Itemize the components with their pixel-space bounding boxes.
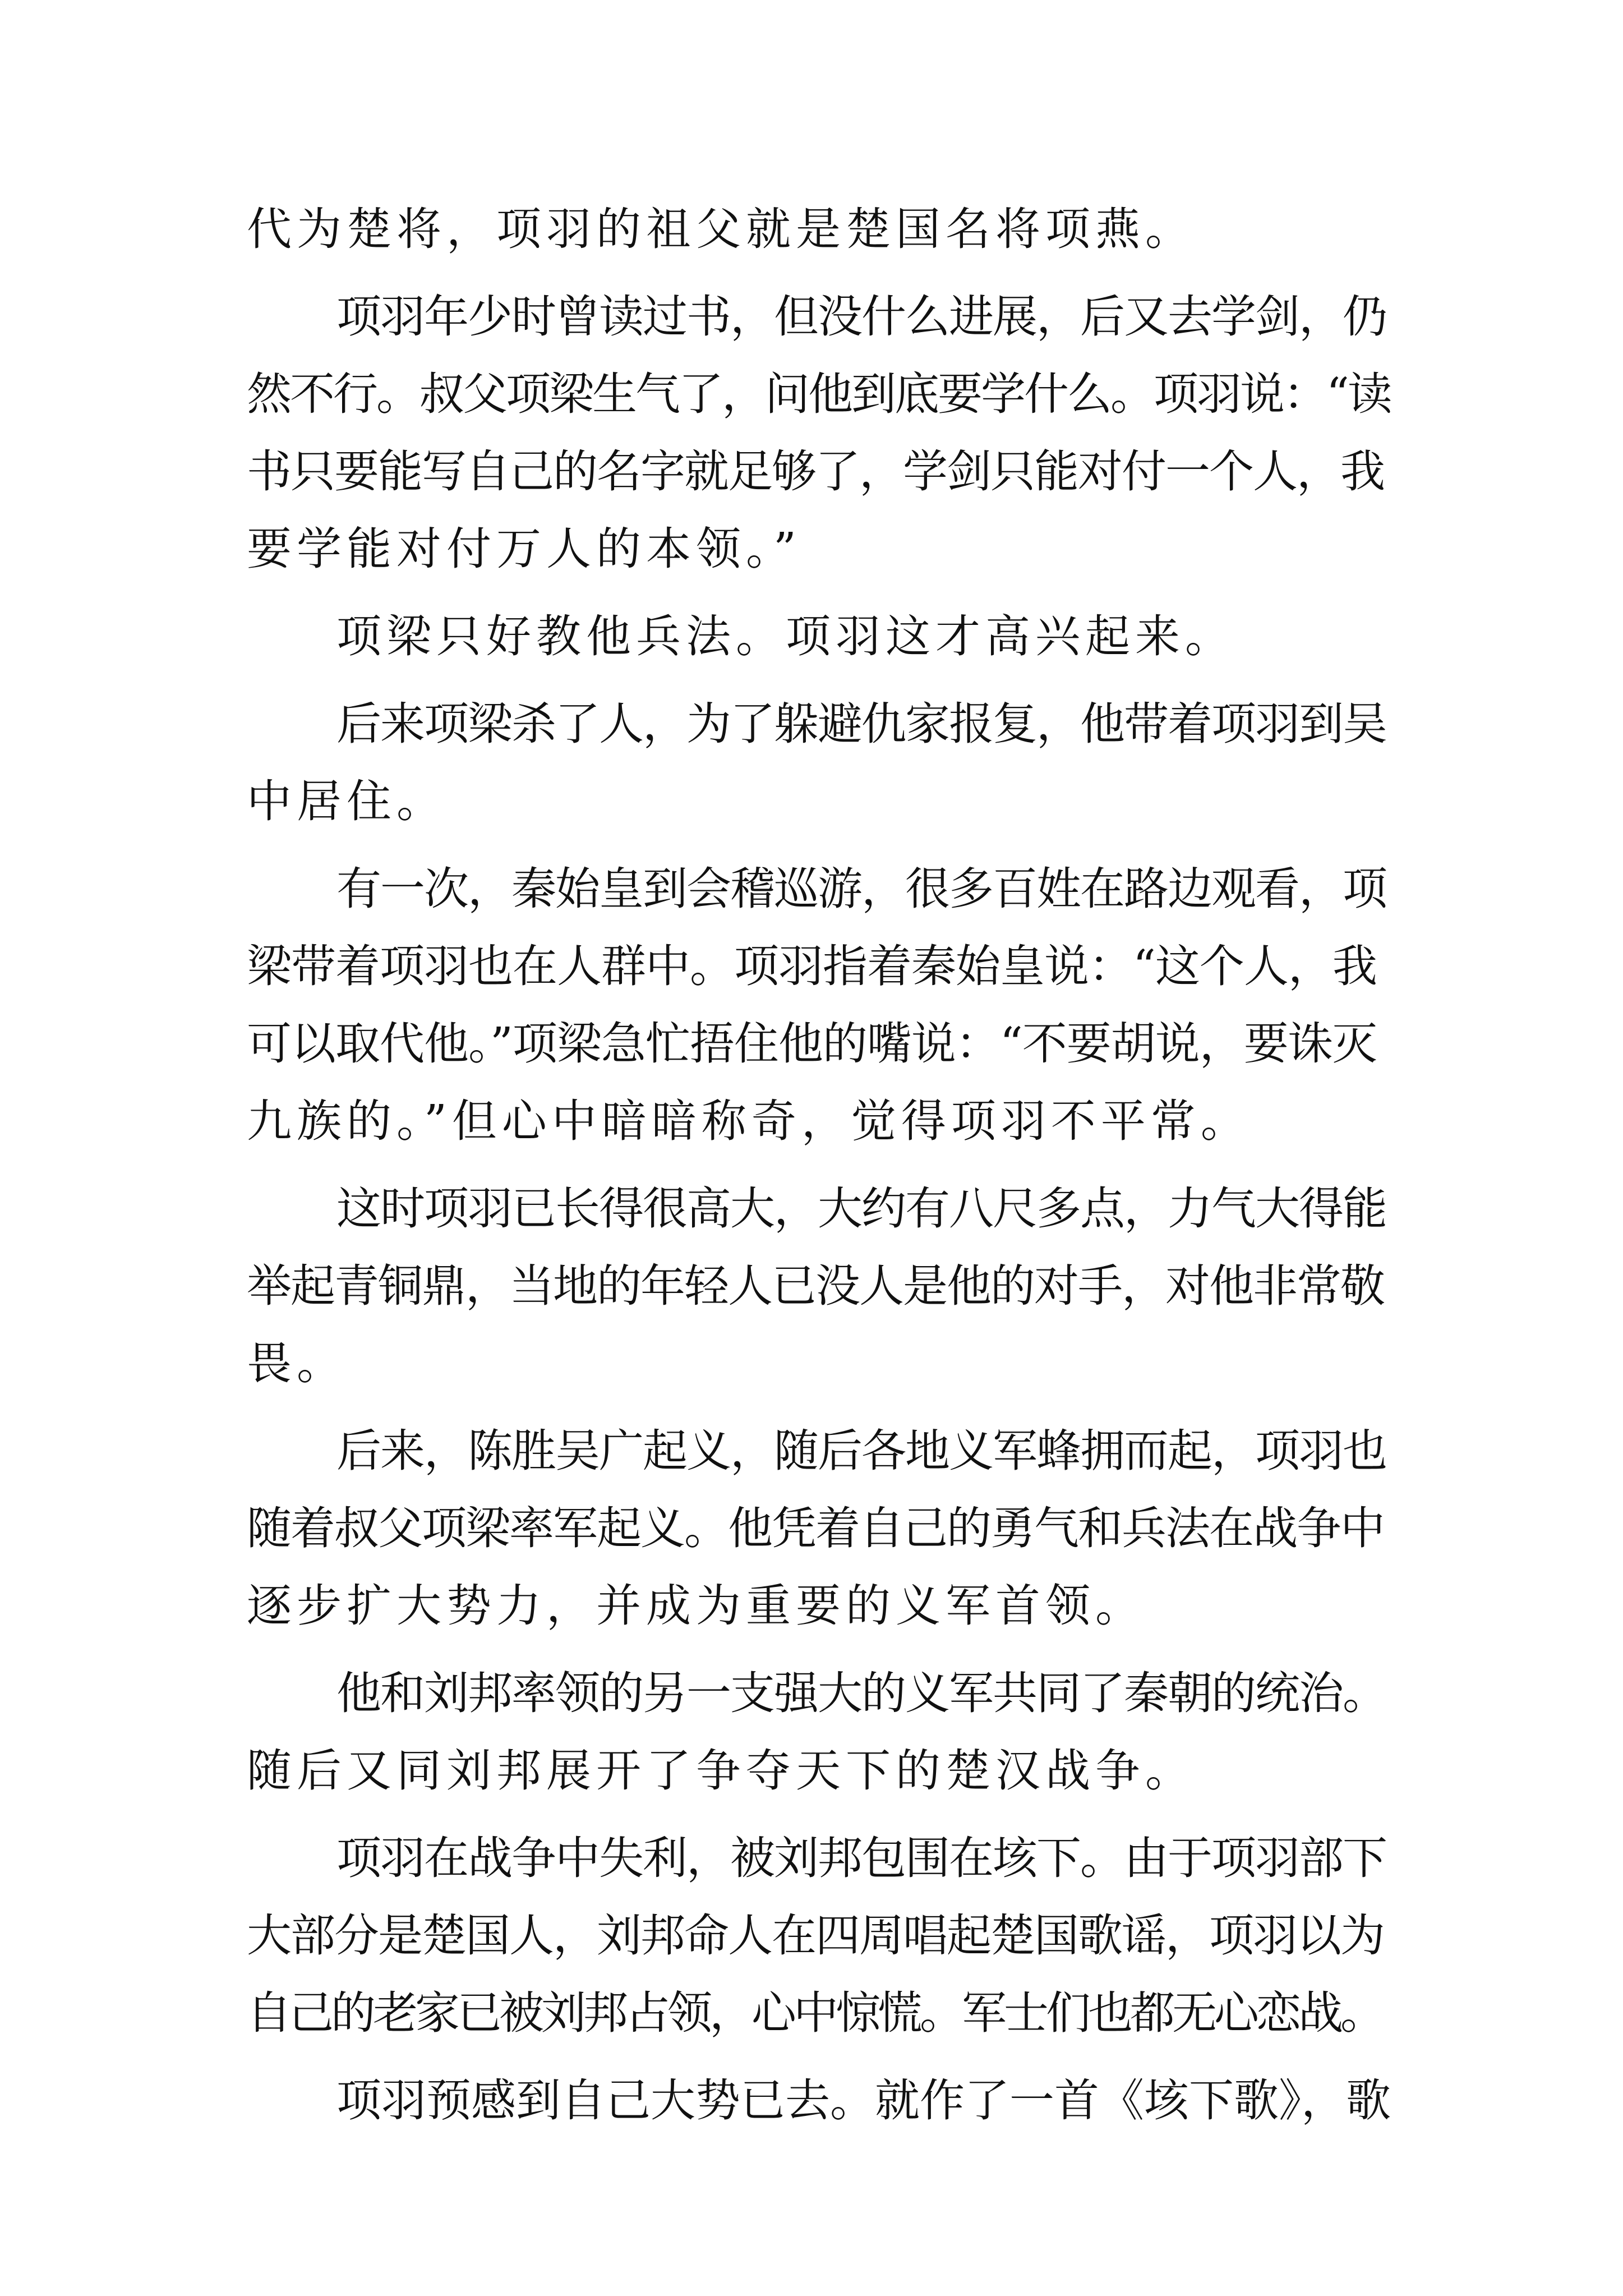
paragraph: [247, 685, 1391, 840]
text-line: 随着叔父项梁率军起义。他凭着自己的勇气和兵法在战争中: [247, 1502, 1384, 1554]
text-line: 随后又同刘邦展开了争夺天下的楚汉战争。: [247, 1745, 1195, 1797]
text-line: 项羽预感到自己大势已去。就作了一首《垓下歌》，歌: [336, 2074, 1391, 2127]
paragraph: [247, 278, 1391, 588]
text-line: 逐步扩大势力，并成为重要的义军首领。: [247, 1580, 1145, 1632]
paragraph: [247, 850, 1391, 1160]
text-line: 书只要能写自己的名字就足够了，学剑只能对付一个人，我: [247, 445, 1384, 498]
text-line: 项羽年少时曾读过书，但没什么进展，后又去学剑，仍: [336, 291, 1386, 343]
paragraph: [247, 191, 1391, 268]
text-line: 项梁只好教他兵法。项羽这才高兴起来。: [336, 610, 1235, 662]
text-line: 大部分是楚国人，刘邦命人在四周唱起楚国歌谣，项羽以为: [247, 1910, 1384, 1962]
text-line: 后来，陈胜吴广起义，随后各地义军蜂拥而起，项羽也: [336, 1425, 1386, 1477]
document-body: [247, 191, 1391, 2150]
text-line: 有一次，秦始皇到会稽巡游，很多百姓在路边观看，项: [336, 863, 1386, 915]
text-line: 自己的老家已被刘邦占领，心中惊慌。军士们也都无心恋战。: [247, 1987, 1382, 2039]
text-line: 九族的。”但心中暗暗称奇，觉得项羽不平常。: [247, 1095, 1251, 1147]
text-line: 他和刘邦率领的另一支强大的义军共同了秦朝的统治。: [336, 1667, 1386, 1719]
paragraph: [247, 1820, 1391, 2052]
paragraph: [247, 1412, 1391, 1645]
paragraph: [247, 598, 1391, 675]
text-line: 后来项梁杀了人，为了躲避仇家报复，他带着项羽到吴: [336, 698, 1386, 750]
text-line: 项羽在战争中失利，被刘邦包围在垓下。由于项羽部下: [336, 1832, 1386, 1884]
text-line: 然不行。叔父项梁生气了，问他到底要学什么。项羽说：“读: [247, 368, 1391, 420]
text-line: 要学能对付万人的本领。”: [247, 523, 801, 575]
text-line: 中居住。: [247, 775, 446, 827]
paragraph: [247, 2062, 1391, 2139]
paragraph: [247, 1170, 1391, 1402]
text-line: 可以取代他。”项梁急忙捂住他的嘴说：“不要胡说，要诛灭: [247, 1018, 1377, 1070]
text-line: 代为楚将，项羽的祖父就是楚国名将项燕。: [247, 203, 1195, 255]
text-line: 梁带着项羽也在人群中。项羽指着秦始皇说：“这个人，我: [247, 940, 1377, 992]
text-line: 这时项羽已长得很高大，大约有八尺多点，力气大得能: [336, 1182, 1386, 1235]
text-line: 举起青铜鼎，当地的年轻人已没人是他的对手，对他非常敬: [247, 1260, 1384, 1312]
paragraph: [247, 1655, 1391, 1810]
text-line: 畏。: [247, 1337, 347, 1389]
